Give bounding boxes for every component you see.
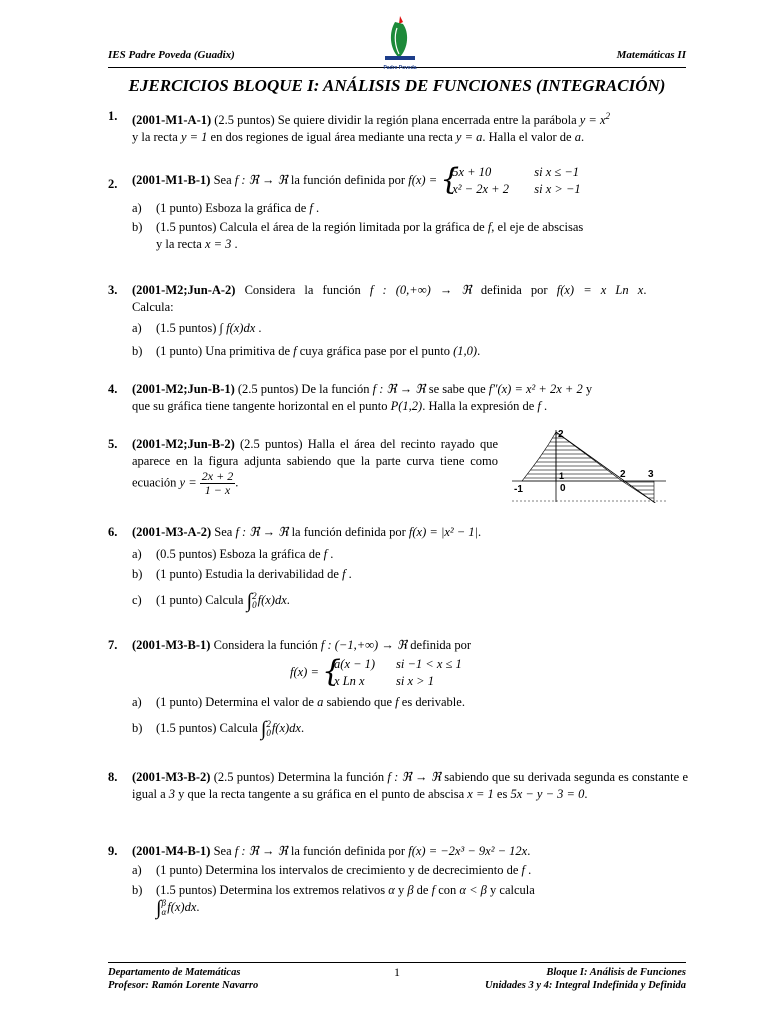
exercise-text: Calcula: <box>132 300 174 314</box>
math-expr: f(x) = −2x³ − 9x² − 12x <box>408 844 528 858</box>
exercise-text: . Halla la expresión de <box>422 399 535 413</box>
integral-sign: ∫ <box>246 590 253 613</box>
exercise-number: 8. <box>108 770 118 784</box>
page-title: EJERCICIOS BLOQUE I: ANÁLISIS DE FUNCIONES (INTEGRACIÓN) <box>128 76 666 95</box>
sub-item: b) (1.5 puntos) Determina los extremos relativos α y β de f con α < β y calcula ∫β αf(x)dx. <box>132 883 535 920</box>
footer-units: Unidades 3 y 4: Integral Indefinida y Definida <box>485 980 686 991</box>
exercise-text: Sea <box>214 525 233 539</box>
exercise-code: (2001-M3-B-1) <box>132 638 211 652</box>
sub-item: c) (1 punto) Calcula ∫2 0f(x)dx. <box>132 590 290 613</box>
math-expr: f : (0,+∞) → ℜ <box>369 283 472 297</box>
exercise-code: (2001-M3-B-2) <box>132 770 211 784</box>
math-expr: f(x) = <box>408 172 438 187</box>
sub-item: a) (1.5 puntos) ∫ f(x)dx . <box>132 321 262 335</box>
math-expr: f : ℜ → ℜ <box>234 172 288 187</box>
exercise-number: 3. <box>108 283 118 297</box>
exercise-6: 6. (2001-M3-A-2) Sea f : ℜ → ℜ la función definida por f(x) = |x² − 1|. a) (0.5 puntos) Esboza la gráfica de f . b) (1 punto) Estudia la derivabilidad de f . c) (1 punto) Calcula ∫2 0f(x)dx. <box>108 524 688 610</box>
sub-item: b) (1.5 puntos) Calcula ∫2 0f(x)dx. <box>132 718 305 741</box>
exercise-text: es <box>496 787 508 801</box>
shaded-region-figure <box>508 428 668 503</box>
math-expr: f : ℜ → ℜ <box>372 382 426 396</box>
exercise-2 <box>108 164 688 253</box>
math-expr: P(1,2) <box>390 399 423 413</box>
math-expr: $y = x^2$ <box>579 111 611 128</box>
exercise-code: (2001-M2;Jun-B-2) <box>132 437 235 451</box>
logo-caption: Padre Poveda <box>383 65 417 71</box>
exercise-text: . Halla el valor de <box>482 130 572 145</box>
exercise-code: (2001-M3-A-2) <box>132 525 212 539</box>
exercise-8 <box>108 769 688 803</box>
exercise-text: (2.5 puntos) Determina la función <box>213 770 385 784</box>
exercise-text: la función definida por <box>290 172 406 187</box>
math-expr: f(x) = x Ln x <box>556 283 644 297</box>
logo-emblem-icon <box>383 14 417 62</box>
math-expr: f <box>537 399 541 413</box>
exercise-text: Considera la función <box>213 638 318 652</box>
math-expr: f : ℜ → ℜ <box>387 770 441 784</box>
footer-block: Bloque I: Análisis de Funciones <box>546 967 686 978</box>
exercise-4 <box>108 381 688 415</box>
exercise-9: 9. (2001-M4-B-1) Sea f : ℜ → ℜ la función definida por f(x) = −2x³ − 9x² − 12x. a) (1 punto) Determina los intervalos de crecimiento y de decrecimiento de f . b) (1.5 puntos) Determina los extremos relativos α y β de f con α < β y calcula ∫β αf(x)dx. <box>108 843 688 917</box>
math-expr: f(x) = |x² − 1| <box>408 525 479 539</box>
school-logo <box>383 14 417 71</box>
figure-label: 2 <box>558 429 564 440</box>
integral-sign: ∫ <box>260 718 267 741</box>
math-expr: 3 <box>168 787 176 801</box>
math-expr: f″(x) = x² + 2x + 2 <box>488 382 583 396</box>
sub-item: a) (1 punto) Determina los intervalos de crecimiento y de decrecimiento de f . <box>132 863 532 877</box>
math-expr: f : ℜ → ℜ <box>234 844 288 858</box>
exercise-code: (2001-M2;Jun-A-2) <box>132 283 236 297</box>
exercise-text: y que la recta tangente a su gráfica en el punto de abscisa <box>178 787 465 801</box>
sub-item: b) (1 punto) Una primitiva de f cuya gráfica pase por el punto (1,0). <box>132 344 481 358</box>
figure-label: 2 <box>620 469 626 480</box>
figure-label: 3 <box>648 469 654 480</box>
integral-sign: ∫ <box>156 897 162 920</box>
math-expr: y = a <box>455 130 483 145</box>
exercise-code: (2001-M1-A-1) <box>132 113 212 128</box>
math-expr: f : (−1,+∞) → ℜ <box>320 638 408 652</box>
math-expr: 5x − y − 3 = 0 <box>510 787 585 801</box>
fraction: $\frac{2x + 2}{1 - x}$ <box>201 469 234 497</box>
exercise-text: (2.5 puntos) De la función <box>237 382 370 396</box>
exercise-number: 2. <box>108 177 118 191</box>
footer-department: Departamento de Matemáticas <box>108 967 241 978</box>
exercise-number: 6. <box>108 525 118 539</box>
exercise-text: Sea <box>213 844 232 858</box>
exercise-text: Sea <box>213 172 232 187</box>
math-expr: f : ℜ → ℜ <box>235 525 289 539</box>
math-expr: x = 1 <box>467 787 494 801</box>
exercise-1 <box>108 108 688 146</box>
exercise-text: sabiendo que su derivada segunda es constante e igual a <box>132 770 688 801</box>
figure-label: 0 <box>560 483 566 494</box>
sub-item: b) (1 punto) Estudia la derivabilidad de f . <box>132 567 352 581</box>
exercise-number: 7. <box>108 638 118 652</box>
sub-item: a) (1 punto) Determina el valor de a sabiendo que f es derivable. <box>132 695 465 709</box>
exercise-code: (2001-M2;Jun-B-1) <box>132 382 235 396</box>
exercise-text: definida por <box>480 283 548 297</box>
exercise-text: que su gráfica tiene tangente horizontal en el punto <box>132 399 388 413</box>
exercise-number: 9. <box>108 844 118 858</box>
exercise-text: la función definida por <box>291 525 406 539</box>
sub-item: b) (1.5 puntos) Calcula el área de la región limitada por la gráfica de f, el eje de abscisas y la recta x = 3 . <box>132 220 584 251</box>
exercise-7 <box>108 637 688 741</box>
exercise-3: 3. (2001-M2;Jun-A-2) Considera la función f : (0,+∞) → ℜ definida por f(x) = x Ln x. Calcula: a) (1.5 puntos) ∫ f(x)dx . b) (1 punto) Una primitiva de f cuya gráfica pase por el punto (1,0). <box>108 282 688 360</box>
exercise-code: (2001-M1-B-1) <box>132 172 211 187</box>
math-expr: y = 1 <box>180 130 208 145</box>
exercise-text: . <box>544 399 548 413</box>
exercise-text: . <box>584 787 588 801</box>
exercise-text: y <box>585 382 593 396</box>
math-expr: a <box>574 130 581 145</box>
exercise-text: (2.5 puntos) Se quiere dividir la región plana encerrada entre la parábola <box>214 113 577 128</box>
sub-item: a) (0.5 puntos) Esboza la gráfica de f . <box>132 547 334 561</box>
math-expr: y = <box>179 475 197 490</box>
figure-label: 1 <box>559 471 565 481</box>
piecewise-definition: f(x) = { a(x − 1) si −1 < x ≤ 1 x Ln x si x > 1 <box>290 656 688 690</box>
exercise-text: definida por <box>410 638 472 652</box>
exercise-text: y la recta <box>132 130 178 145</box>
header-school: IES Padre Poveda (Guadix) <box>108 49 235 61</box>
page-number: 1 <box>394 965 400 979</box>
shaded-curve-region <box>522 432 556 481</box>
exercise-number: 1. <box>108 109 118 123</box>
exercise-number: 5. <box>108 437 118 451</box>
footer-teacher: Profesor: Ramón Lorente Navarro <box>108 980 259 991</box>
exercise-5: 5. (2001-M2;Jun-B-2) (2.5 puntos) Halla el área del recinto rayado que aparece en la figura adjunta sabiendo que la parte curva tiene como ecuación y = $\frac{2x + 2}{1 - x}$ . <box>108 437 499 497</box>
exercise-text: la función definida por <box>290 844 406 858</box>
exercise-number: 4. <box>108 382 118 396</box>
exercise-text: en dos regiones de igual área mediante una recta <box>210 130 453 145</box>
exercise-text: (2.5 puntos) Halla el área del recinto rayado que aparece en la figura adjunta sabiendo que la parte curva tiene como ecuación <box>132 437 499 490</box>
sub-item: a) (1 punto) Esboza la gráfica de f . <box>132 201 320 215</box>
piecewise-definition: { 5x + 10 si x ≤ −1 x² − 2x + 2 si x > −1 <box>440 164 580 198</box>
page-footer <box>108 962 686 991</box>
exercise-text: . <box>580 130 585 145</box>
exercise-text: Considera la función <box>244 283 361 297</box>
exercise-text: se sabe que <box>428 382 486 396</box>
footer-right <box>485 966 686 992</box>
figure-label: -1 <box>514 484 523 495</box>
exercise-code: (2001-M4-B-1) <box>132 844 211 858</box>
header-subject: Matemáticas II <box>616 49 686 61</box>
